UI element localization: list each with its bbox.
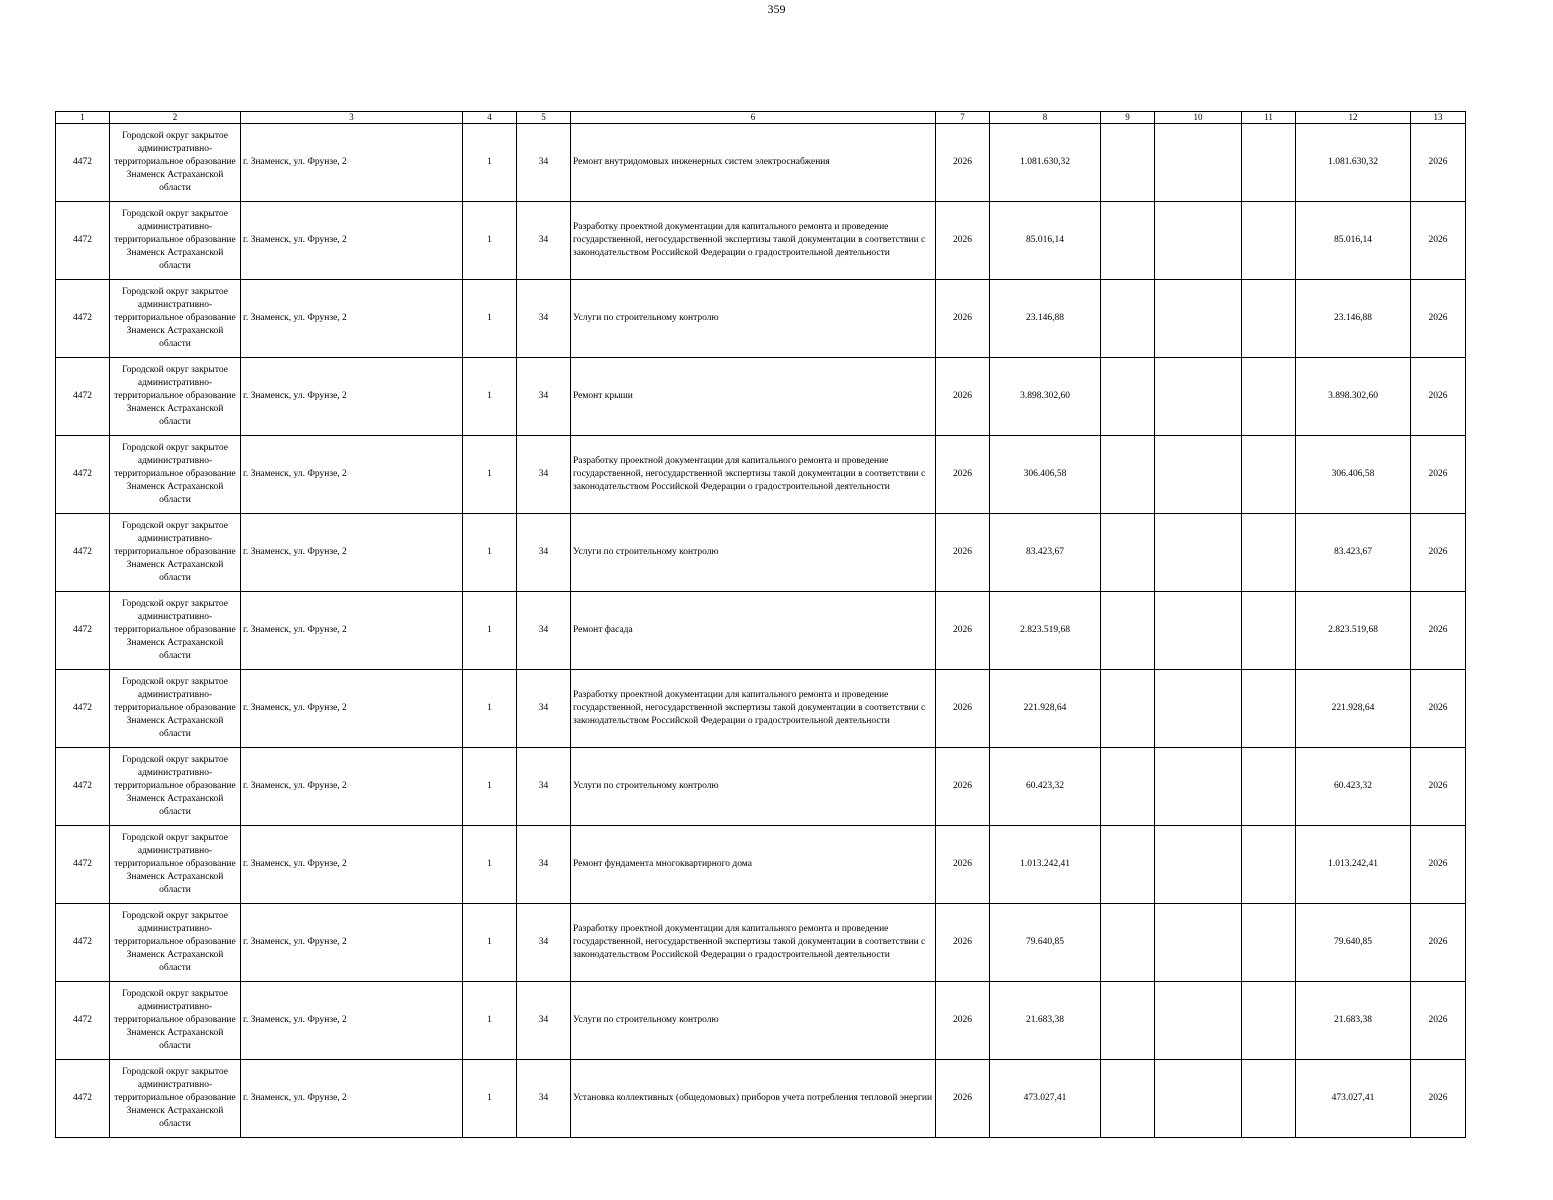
col11-cell xyxy=(1242,670,1296,748)
table-row xyxy=(56,1060,1466,1138)
col5-cell: 34 xyxy=(517,982,571,1060)
work-type-cell: Ремонт фасада xyxy=(571,592,936,670)
page-number: 359 xyxy=(767,2,786,16)
address-cell: г. Знаменск, ул. Фрунзе, 2 xyxy=(241,904,463,982)
table-row xyxy=(56,202,1466,280)
col10-cell xyxy=(1155,592,1242,670)
col11-cell xyxy=(1242,748,1296,826)
total-cost-cell: 473.027,41 xyxy=(1296,1060,1411,1138)
address-cell: г. Знаменск, ул. Фрунзе, 2 xyxy=(241,436,463,514)
table-row xyxy=(56,670,1466,748)
cost-cell: 79.640,85 xyxy=(990,904,1101,982)
col4-cell: 1 xyxy=(463,280,517,358)
completion-year-cell: 2026 xyxy=(1411,514,1466,592)
col10-cell xyxy=(1155,904,1242,982)
table-row xyxy=(56,982,1466,1060)
col4-cell: 1 xyxy=(463,670,517,748)
address-cell: г. Знаменск, ул. Фрунзе, 2 xyxy=(241,202,463,280)
row-id-cell: 4472 xyxy=(56,670,110,748)
municipality-cell: Городской округ закрытое административно-территориальное образование Знаменск Астраханской области xyxy=(110,358,241,436)
completion-year-cell: 2026 xyxy=(1411,748,1466,826)
municipality-cell: Городской округ закрытое административно-территориальное образование Знаменск Астраханской области xyxy=(110,436,241,514)
year-cell: 2026 xyxy=(936,514,990,592)
municipality-cell: Городской округ закрытое административно-территориальное образование Знаменск Астраханской области xyxy=(110,826,241,904)
year-cell: 2026 xyxy=(936,280,990,358)
column-header-13: 13 xyxy=(1411,112,1466,124)
work-type-cell: Ремонт фундамента многоквартирного дома xyxy=(571,826,936,904)
col4-cell: 1 xyxy=(463,436,517,514)
col9-cell xyxy=(1101,124,1155,202)
cost-cell: 221.928,64 xyxy=(990,670,1101,748)
year-cell: 2026 xyxy=(936,670,990,748)
row-id-cell: 4472 xyxy=(56,514,110,592)
col5-cell: 34 xyxy=(517,436,571,514)
year-cell: 2026 xyxy=(936,202,990,280)
table-row xyxy=(56,436,1466,514)
address-cell: г. Знаменск, ул. Фрунзе, 2 xyxy=(241,592,463,670)
table-row xyxy=(56,592,1466,670)
col9-cell xyxy=(1101,904,1155,982)
municipality-cell: Городской округ закрытое административно-территориальное образование Знаменск Астраханской области xyxy=(110,982,241,1060)
total-cost-cell: 2.823.519,68 xyxy=(1296,592,1411,670)
completion-year-cell: 2026 xyxy=(1411,592,1466,670)
col9-cell xyxy=(1101,436,1155,514)
total-cost-cell: 23.146,88 xyxy=(1296,280,1411,358)
cost-cell: 83.423,67 xyxy=(990,514,1101,592)
work-type-cell: Разработку проектной документации для капитального ремонта и проведение государственной, негосударственной экспертизы такой документации в соответствии с законодательством Российской Федерации о градостроительной деятельности xyxy=(571,436,936,514)
column-header-9: 9 xyxy=(1101,112,1155,124)
row-id-cell: 4472 xyxy=(56,1060,110,1138)
completion-year-cell: 2026 xyxy=(1411,826,1466,904)
col11-cell xyxy=(1242,280,1296,358)
col10-cell xyxy=(1155,202,1242,280)
cost-cell: 3.898.302,60 xyxy=(990,358,1101,436)
total-cost-cell: 1.081.630,32 xyxy=(1296,124,1411,202)
col5-cell: 34 xyxy=(517,748,571,826)
col9-cell xyxy=(1101,982,1155,1060)
col10-cell xyxy=(1155,514,1242,592)
work-type-cell: Разработку проектной документации для капитального ремонта и проведение государственной, негосударственной экспертизы такой документации в соответствии с законодательством Российской Федерации о градостроительной деятельности xyxy=(571,904,936,982)
work-type-cell: Ремонт крыши xyxy=(571,358,936,436)
cost-cell: 2.823.519,68 xyxy=(990,592,1101,670)
work-type-cell: Ремонт внутридомовых инженерных систем электроснабжения xyxy=(571,124,936,202)
year-cell: 2026 xyxy=(936,124,990,202)
col11-cell xyxy=(1242,436,1296,514)
row-id-cell: 4472 xyxy=(56,436,110,514)
row-id-cell: 4472 xyxy=(56,592,110,670)
cost-cell: 23.146,88 xyxy=(990,280,1101,358)
municipality-cell: Городской округ закрытое административно-территориальное образование Знаменск Астраханской области xyxy=(110,748,241,826)
municipality-cell: Городской округ закрытое административно-территориальное образование Знаменск Астраханской области xyxy=(110,592,241,670)
municipality-cell: Городской округ закрытое административно-территориальное образование Знаменск Астраханской области xyxy=(110,202,241,280)
total-cost-cell: 221.928,64 xyxy=(1296,670,1411,748)
col11-cell xyxy=(1242,1060,1296,1138)
work-type-cell: Услуги по строительному контролю xyxy=(571,514,936,592)
registry-table xyxy=(55,111,1466,1138)
year-cell: 2026 xyxy=(936,904,990,982)
col5-cell: 34 xyxy=(517,904,571,982)
table-row xyxy=(56,826,1466,904)
address-cell: г. Знаменск, ул. Фрунзе, 2 xyxy=(241,748,463,826)
table-row xyxy=(56,280,1466,358)
address-cell: г. Знаменск, ул. Фрунзе, 2 xyxy=(241,826,463,904)
address-cell: г. Знаменск, ул. Фрунзе, 2 xyxy=(241,124,463,202)
column-header-12: 12 xyxy=(1296,112,1411,124)
col9-cell xyxy=(1101,748,1155,826)
completion-year-cell: 2026 xyxy=(1411,280,1466,358)
total-cost-cell: 79.640,85 xyxy=(1296,904,1411,982)
total-cost-cell: 83.423,67 xyxy=(1296,514,1411,592)
col4-cell: 1 xyxy=(463,1060,517,1138)
year-cell: 2026 xyxy=(936,826,990,904)
cost-cell: 60.423,32 xyxy=(990,748,1101,826)
col10-cell xyxy=(1155,748,1242,826)
col10-cell xyxy=(1155,1060,1242,1138)
completion-year-cell: 2026 xyxy=(1411,124,1466,202)
row-id-cell: 4472 xyxy=(56,748,110,826)
col10-cell xyxy=(1155,124,1242,202)
row-id-cell: 4472 xyxy=(56,982,110,1060)
total-cost-cell: 60.423,32 xyxy=(1296,748,1411,826)
row-id-cell: 4472 xyxy=(56,280,110,358)
completion-year-cell: 2026 xyxy=(1411,202,1466,280)
col11-cell xyxy=(1242,592,1296,670)
column-header-7: 7 xyxy=(936,112,990,124)
column-header-8: 8 xyxy=(990,112,1101,124)
cost-cell: 1.081.630,32 xyxy=(990,124,1101,202)
col5-cell: 34 xyxy=(517,826,571,904)
cost-cell: 306.406,58 xyxy=(990,436,1101,514)
year-cell: 2026 xyxy=(936,748,990,826)
work-type-cell: Услуги по строительному контролю xyxy=(571,748,936,826)
col11-cell xyxy=(1242,826,1296,904)
address-cell: г. Знаменск, ул. Фрунзе, 2 xyxy=(241,280,463,358)
total-cost-cell: 21.683,38 xyxy=(1296,982,1411,1060)
column-header-4: 4 xyxy=(463,112,517,124)
address-cell: г. Знаменск, ул. Фрунзе, 2 xyxy=(241,514,463,592)
row-id-cell: 4472 xyxy=(56,904,110,982)
col9-cell xyxy=(1101,670,1155,748)
table-row xyxy=(56,124,1466,202)
col5-cell: 34 xyxy=(517,124,571,202)
row-id-cell: 4472 xyxy=(56,124,110,202)
col5-cell: 34 xyxy=(517,202,571,280)
table-row xyxy=(56,358,1466,436)
col9-cell xyxy=(1101,358,1155,436)
col9-cell xyxy=(1101,592,1155,670)
table-row xyxy=(56,514,1466,592)
table-row xyxy=(56,748,1466,826)
column-header-11: 11 xyxy=(1242,112,1296,124)
address-cell: г. Знаменск, ул. Фрунзе, 2 xyxy=(241,1060,463,1138)
col4-cell: 1 xyxy=(463,904,517,982)
col11-cell xyxy=(1242,982,1296,1060)
col5-cell: 34 xyxy=(517,670,571,748)
work-type-cell: Услуги по строительному контролю xyxy=(571,280,936,358)
col10-cell xyxy=(1155,670,1242,748)
cost-cell: 21.683,38 xyxy=(990,982,1101,1060)
col4-cell: 1 xyxy=(463,202,517,280)
municipality-cell: Городской округ закрытое административно-территориальное образование Знаменск Астраханской области xyxy=(110,514,241,592)
col4-cell: 1 xyxy=(463,514,517,592)
col5-cell: 34 xyxy=(517,358,571,436)
table-row xyxy=(56,904,1466,982)
year-cell: 2026 xyxy=(936,1060,990,1138)
completion-year-cell: 2026 xyxy=(1411,1060,1466,1138)
table-header-row xyxy=(56,112,1466,124)
col5-cell: 34 xyxy=(517,592,571,670)
year-cell: 2026 xyxy=(936,358,990,436)
municipality-cell: Городской округ закрытое административно-территориальное образование Знаменск Астраханской области xyxy=(110,280,241,358)
column-header-3: 3 xyxy=(241,112,463,124)
cost-cell: 1.013.242,41 xyxy=(990,826,1101,904)
address-cell: г. Знаменск, ул. Фрунзе, 2 xyxy=(241,358,463,436)
col11-cell xyxy=(1242,514,1296,592)
col4-cell: 1 xyxy=(463,982,517,1060)
year-cell: 2026 xyxy=(936,436,990,514)
col10-cell xyxy=(1155,826,1242,904)
total-cost-cell: 1.013.242,41 xyxy=(1296,826,1411,904)
col9-cell xyxy=(1101,826,1155,904)
col9-cell xyxy=(1101,280,1155,358)
col9-cell xyxy=(1101,514,1155,592)
col4-cell: 1 xyxy=(463,592,517,670)
municipality-cell: Городской округ закрытое административно-территориальное образование Знаменск Астраханской области xyxy=(110,1060,241,1138)
work-type-cell: Услуги по строительному контролю xyxy=(571,982,936,1060)
col10-cell xyxy=(1155,982,1242,1060)
completion-year-cell: 2026 xyxy=(1411,904,1466,982)
cost-cell: 473.027,41 xyxy=(990,1060,1101,1138)
municipality-cell: Городской округ закрытое административно-территориальное образование Знаменск Астраханской области xyxy=(110,670,241,748)
year-cell: 2026 xyxy=(936,592,990,670)
column-header-2: 2 xyxy=(110,112,241,124)
total-cost-cell: 306.406,58 xyxy=(1296,436,1411,514)
work-type-cell: Установка коллективных (общедомовых) приборов учета потребления тепловой энергии xyxy=(571,1060,936,1138)
col10-cell xyxy=(1155,436,1242,514)
address-cell: г. Знаменск, ул. Фрунзе, 2 xyxy=(241,670,463,748)
year-cell: 2026 xyxy=(936,982,990,1060)
work-type-cell: Разработку проектной документации для капитального ремонта и проведение государственной, негосударственной экспертизы такой документации в соответствии с законодательством Российской Федерации о градостроительной деятельности xyxy=(571,670,936,748)
col11-cell xyxy=(1242,904,1296,982)
completion-year-cell: 2026 xyxy=(1411,670,1466,748)
col4-cell: 1 xyxy=(463,826,517,904)
col11-cell xyxy=(1242,358,1296,436)
column-header-5: 5 xyxy=(517,112,571,124)
col4-cell: 1 xyxy=(463,124,517,202)
column-header-6: 6 xyxy=(571,112,936,124)
municipality-cell: Городской округ закрытое административно-территориальное образование Знаменск Астраханской области xyxy=(110,904,241,982)
row-id-cell: 4472 xyxy=(56,202,110,280)
col5-cell: 34 xyxy=(517,1060,571,1138)
col11-cell xyxy=(1242,124,1296,202)
total-cost-cell: 3.898.302,60 xyxy=(1296,358,1411,436)
completion-year-cell: 2026 xyxy=(1411,982,1466,1060)
col5-cell: 34 xyxy=(517,280,571,358)
work-type-cell: Разработку проектной документации для капитального ремонта и проведение государственной, негосударственной экспертизы такой документации в соответствии с законодательством Российской Федерации о градостроительной деятельности xyxy=(571,202,936,280)
col9-cell xyxy=(1101,202,1155,280)
col4-cell: 1 xyxy=(463,358,517,436)
total-cost-cell: 85.016,14 xyxy=(1296,202,1411,280)
municipality-cell: Городской округ закрытое административно-территориальное образование Знаменск Астраханской области xyxy=(110,124,241,202)
column-header-1: 1 xyxy=(56,112,110,124)
completion-year-cell: 2026 xyxy=(1411,436,1466,514)
col9-cell xyxy=(1101,1060,1155,1138)
col11-cell xyxy=(1242,202,1296,280)
cost-cell: 85.016,14 xyxy=(990,202,1101,280)
col4-cell: 1 xyxy=(463,748,517,826)
col5-cell: 34 xyxy=(517,514,571,592)
column-header-10: 10 xyxy=(1155,112,1242,124)
row-id-cell: 4472 xyxy=(56,358,110,436)
completion-year-cell: 2026 xyxy=(1411,358,1466,436)
col10-cell xyxy=(1155,280,1242,358)
table-body xyxy=(56,124,1466,1138)
col10-cell xyxy=(1155,358,1242,436)
row-id-cell: 4472 xyxy=(56,826,110,904)
address-cell: г. Знаменск, ул. Фрунзе, 2 xyxy=(241,982,463,1060)
